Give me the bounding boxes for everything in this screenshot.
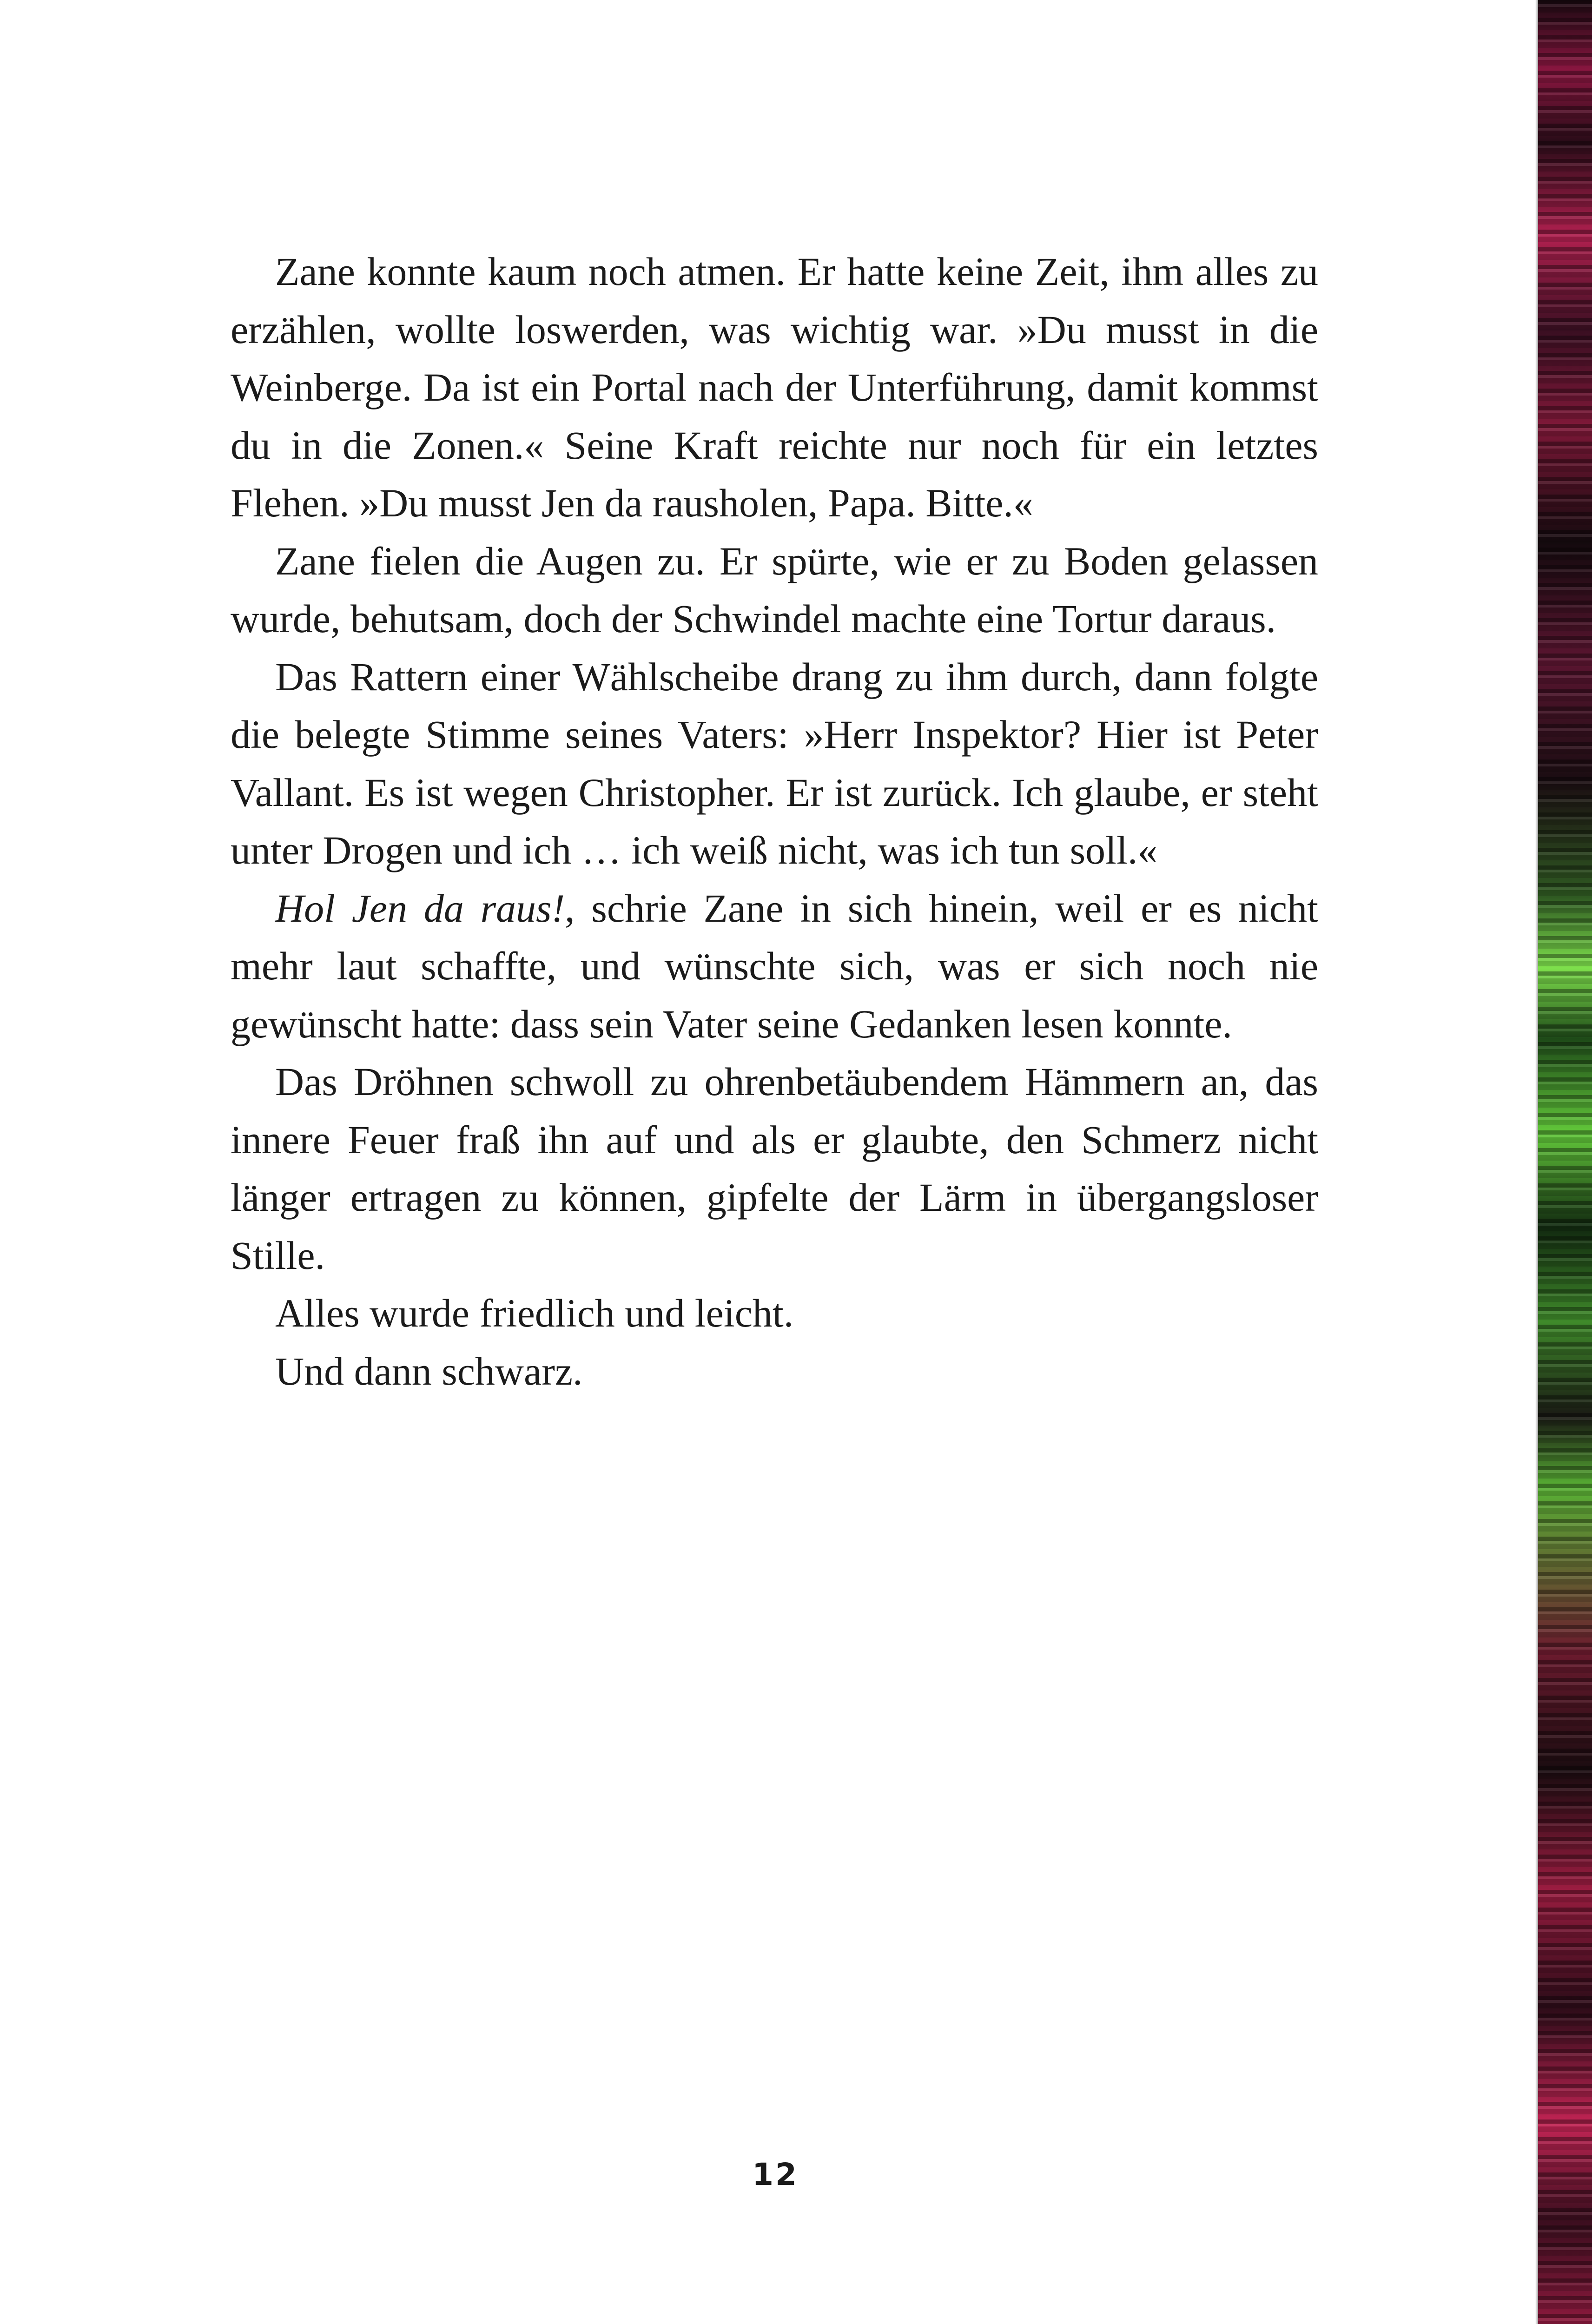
paragraph-7: Und dann schwarz.	[275, 1348, 583, 1393]
paragraph-5: Das Dröhnen schwoll zu ohrenbetäubendem Hämmern an, das innere Feuer fraß ihn auf und als er glaubte, den Schmerz nicht länger ertragen zu können, gipfelte der Lärm in übergangsloser Stille.	[231, 1059, 1318, 1278]
paragraph-4	[231, 879, 1318, 1053]
page-number: 12	[752, 2157, 799, 2192]
paragraph-4-italic: Hol Jen da raus!	[275, 885, 565, 931]
paragraph-4-rest: , schrie Zane in sich hinein, weil er es nicht mehr laut schaffte, und wünschte sich, was er sich noch nie gewünscht hatte: dass sein Vater seine Gedanken lesen konnte.	[231, 885, 1318, 1046]
page-edge-color-strip	[1538, 0, 1592, 2324]
paragraph-6: Alles wurde friedlich und leicht.	[275, 1291, 794, 1335]
paragraph-1: Zane konnte kaum noch atmen. Er hatte keine Zeit, ihm alles zu erzählen, wollte loswerden, was wichtig war. »Du musst in die Weinberge. Da ist ein Portal nach der Unterführung, damit kommst du in die Zonen.« Seine Kraft reichte nur noch für ein letztes Flehen. »Du musst Jen da rausholen, Papa. Bitte.«	[231, 249, 1318, 525]
paragraph-2: Zane fielen die Augen zu. Er spürte, wie er zu Boden gelassen wurde, behutsam, doch der Schwindel machte eine Tortur daraus.	[231, 538, 1318, 641]
paragraph-3: Das Rattern einer Wählscheibe drang zu ihm durch, dann folgte die belegte Stimme seines Vaters: »Herr Inspektor? Hier ist Peter Vallant. Es ist wegen Christopher. Er ist zurück. Ich glaube, er steht unter Drogen und ich … ich weiß nicht, was ich tun soll.«	[231, 654, 1318, 872]
body-text	[231, 243, 1318, 1400]
